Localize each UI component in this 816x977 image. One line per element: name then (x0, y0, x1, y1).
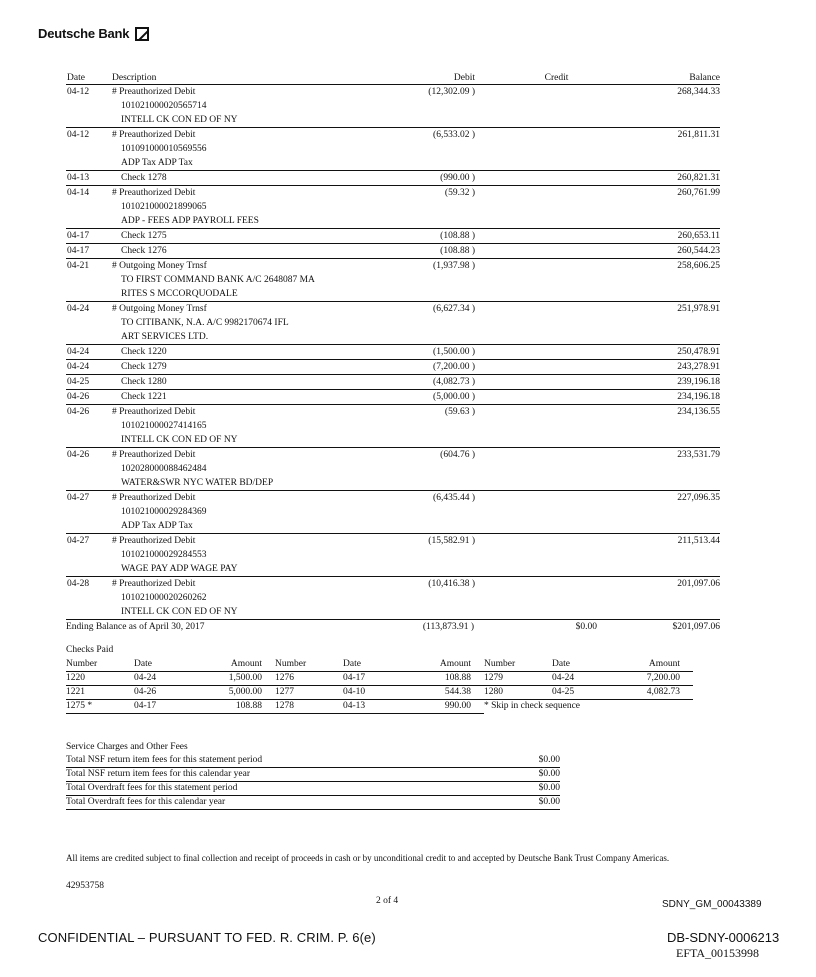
transaction-credit (475, 448, 598, 462)
service-charge-row (66, 796, 560, 810)
description-line: # Outgoing Money Trnsf (112, 304, 207, 314)
description-line: Check 1275 (121, 231, 167, 241)
check-amount: 108.88 (444, 673, 471, 683)
transaction-balance: 211,513.44 (677, 536, 720, 546)
transaction-credit (475, 491, 598, 505)
description-line: TO CITIBANK, N.A. A/C 9982170674 IFL (121, 318, 289, 328)
service-charge-label: Total Overdraft fees for this statement period (66, 783, 238, 793)
ending-balance: $201,097.06 (672, 622, 720, 632)
transaction-description (112, 534, 374, 576)
disclaimer: All items are credited subject to final collection and receipt of proceeds in cash or by unconditional credit to and accepted by Deutsche Bank Trust Company Americas. (66, 853, 670, 863)
transaction-debit: (604.76 ) (440, 450, 475, 460)
description-line: ADP - FEES ADP PAYROLL FEES (121, 216, 259, 226)
description-line: Check 1276 (121, 246, 167, 256)
check-amount: 1,500.00 (228, 673, 262, 683)
transaction-row (66, 186, 720, 229)
description-line: # Outgoing Money Trnsf (112, 261, 207, 271)
transaction-debit: (6,435.44 ) (433, 493, 475, 503)
checks-col-amount: Amount (648, 659, 680, 669)
description-line: WATER&SWR NYC WATER BD/DEP (121, 478, 274, 488)
transaction-credit (475, 345, 598, 359)
checks-header-row (484, 658, 693, 672)
checks-group (275, 658, 484, 714)
description-line: 101021000021899065 (121, 202, 207, 212)
description-line: 101091000010569556 (121, 144, 207, 154)
service-charges-title-text: Service Charges and Other Fees (66, 742, 188, 752)
checks-col-number: Number (275, 659, 307, 669)
transaction-debit: (1,500.00 ) (433, 347, 475, 357)
transaction-debit: (1,937.98 ) (433, 261, 475, 271)
transaction-date: 04-24 (67, 347, 90, 357)
transaction-date: 04-27 (67, 536, 90, 546)
checks-group (484, 658, 693, 714)
service-charge-value: $0.00 (538, 797, 560, 807)
transaction-debit: (5,000.00 ) (433, 392, 475, 402)
col-credit: Credit (544, 73, 569, 83)
description-line: Check 1221 (121, 392, 167, 402)
check-date: 04-13 (343, 701, 366, 711)
transaction-credit (475, 577, 598, 591)
check-amount: 7,200.00 (646, 673, 680, 683)
description-line: Check 1279 (121, 362, 167, 372)
check-row (66, 686, 275, 700)
description-line: # Preauthorized Debit (112, 87, 196, 97)
description-line: # Preauthorized Debit (112, 493, 196, 503)
check-date: 04-10 (343, 687, 366, 697)
transaction-debit: (12,302.09 ) (428, 87, 475, 97)
transaction-debit: (7,200.00 ) (433, 362, 475, 372)
transaction-row (66, 534, 720, 577)
description-line: # Preauthorized Debit (112, 188, 196, 198)
transaction-credit (475, 229, 598, 243)
checks-paid-table (66, 658, 693, 714)
check-row (275, 686, 484, 700)
checks-col-number: Number (484, 659, 516, 669)
check-row (66, 700, 275, 714)
check-number: 1275 * (66, 701, 93, 711)
transaction-row (66, 229, 720, 244)
check-row (484, 686, 693, 700)
transaction-date: 04-24 (67, 362, 90, 372)
checks-header-row (275, 658, 484, 672)
transaction-description (112, 302, 374, 344)
transaction-credit (475, 405, 598, 419)
deutsche-bank-slash-logo-icon (135, 27, 149, 41)
skip-sequence-note: * Skip in check sequence (484, 701, 581, 711)
efta-number: EFTA_00153998 (676, 946, 760, 960)
transaction-description (112, 128, 374, 170)
checks-col-date: Date (134, 659, 152, 669)
check-row (484, 672, 693, 686)
transaction-row (66, 405, 720, 448)
transaction-credit (475, 390, 598, 404)
transaction-date: 04-21 (67, 261, 90, 271)
service-charge-value: $0.00 (538, 769, 560, 779)
checks-group (66, 658, 275, 714)
transaction-date: 04-28 (67, 579, 90, 589)
check-row (275, 700, 484, 714)
check-number: 1280 (484, 687, 503, 697)
transaction-balance: 234,136.55 (677, 407, 720, 417)
transaction-credit (475, 85, 598, 99)
transactions-header (66, 72, 720, 85)
description-line: # Preauthorized Debit (112, 450, 196, 460)
transaction-date: 04-27 (67, 493, 90, 503)
transaction-balance: 250,478.91 (677, 347, 720, 357)
transaction-credit (475, 171, 598, 185)
description-line: ADP Tax ADP Tax (121, 521, 193, 531)
transaction-description (112, 448, 374, 490)
transaction-date: 04-24 (67, 304, 90, 314)
checks-col-date: Date (552, 659, 570, 669)
ending-debit: (113,873.91 ) (422, 622, 474, 632)
service-charge-label: Total NSF return item fees for this calendar year (66, 769, 250, 779)
col-description: Description (112, 73, 157, 83)
transaction-balance: 239,196.18 (677, 377, 720, 387)
transaction-date: 04-17 (67, 231, 90, 241)
transactions-table (66, 72, 720, 635)
service-charge-row (66, 782, 560, 796)
transaction-credit (475, 375, 598, 389)
description-line: INTELL CK CON ED OF NY (121, 435, 238, 445)
transaction-debit: (15,582.91 ) (428, 536, 475, 546)
description-line: INTELL CK CON ED OF NY (121, 115, 238, 125)
service-charge-row (66, 754, 560, 768)
confidential-notice: CONFIDENTIAL – PURSUANT TO FED. R. CRIM. P. 6(e) (38, 930, 376, 945)
check-amount: 5,000.00 (228, 687, 262, 697)
description-line: # Preauthorized Debit (112, 536, 196, 546)
transaction-description (112, 360, 374, 374)
transaction-row (66, 259, 720, 302)
transaction-row (66, 360, 720, 375)
check-number: 1276 (275, 673, 294, 683)
checks-col-amount: Amount (439, 659, 471, 669)
check-date: 04-25 (552, 687, 575, 697)
service-charges-section (66, 741, 560, 810)
transaction-row (66, 345, 720, 360)
description-line: 102028000088462484 (121, 464, 207, 474)
transaction-description (112, 375, 374, 389)
transaction-balance: 227,096.35 (677, 493, 720, 503)
transaction-debit: (6,533.02 ) (433, 130, 475, 140)
description-line: WAGE PAY ADP WAGE PAY (121, 564, 238, 574)
transaction-description (112, 186, 374, 228)
check-date: 04-17 (134, 701, 157, 711)
transaction-row (66, 375, 720, 390)
transaction-balance: 260,653.11 (677, 231, 720, 241)
transaction-row (66, 491, 720, 534)
description-line: Check 1278 (121, 173, 167, 183)
transaction-row (66, 85, 720, 128)
checks-col-amount: Amount (230, 659, 262, 669)
check-date: 04-26 (134, 687, 157, 697)
description-line: INTELL CK CON ED OF NY (121, 607, 238, 617)
transaction-balance: 260,761.99 (677, 188, 720, 198)
description-line: ADP Tax ADP Tax (121, 158, 193, 168)
transaction-credit (475, 534, 598, 548)
checks-header-row (66, 658, 275, 672)
transaction-description (112, 405, 374, 447)
transaction-date: 04-26 (67, 407, 90, 417)
check-date: 04-17 (343, 673, 366, 683)
check-date: 04-24 (552, 673, 575, 683)
col-date: Date (67, 73, 85, 83)
service-charge-value: $0.00 (538, 755, 560, 765)
checks-col-number: Number (66, 659, 98, 669)
transaction-description (112, 171, 374, 185)
transaction-credit (475, 259, 598, 273)
transaction-balance: 258,606.25 (677, 261, 720, 271)
description-line: 101021000027414165 (121, 421, 207, 431)
service-charges-list (66, 754, 560, 810)
transaction-debit: (10,416.38 ) (428, 579, 475, 589)
check-date: 04-24 (134, 673, 157, 683)
service-charge-label: Total NSF return item fees for this statement period (66, 755, 263, 765)
ending-balance-row (66, 620, 720, 635)
transaction-balance: 234,196.18 (677, 392, 720, 402)
transaction-debit: (108.88 ) (440, 231, 475, 241)
transaction-balance: 260,821.31 (677, 173, 720, 183)
check-amount: 4,082.73 (646, 687, 680, 697)
transaction-row (66, 448, 720, 491)
description-line: ART SERVICES LTD. (121, 332, 209, 342)
transaction-debit: (59.63 ) (444, 407, 475, 417)
transaction-debit: (4,082.73 ) (433, 377, 475, 387)
bates-number-sdny: SDNY_GM_00043389 (662, 899, 762, 910)
col-balance: Balance (689, 73, 720, 83)
description-line: # Preauthorized Debit (112, 407, 196, 417)
check-number: 1221 (66, 687, 85, 697)
check-number: 1220 (66, 673, 85, 683)
transaction-balance: 268,344.33 (677, 87, 720, 97)
transaction-balance: 201,097.06 (677, 579, 720, 589)
transaction-row (66, 171, 720, 186)
check-number: 1279 (484, 673, 503, 683)
description-line: TO FIRST COMMAND BANK A/C 2648087 MA (121, 275, 315, 285)
transaction-row (66, 390, 720, 405)
transaction-balance: 260,544.23 (677, 246, 720, 256)
bank-name: Deutsche Bank (38, 26, 130, 41)
transaction-date: 04-13 (67, 173, 90, 183)
transaction-row (66, 128, 720, 171)
description-line: # Preauthorized Debit (112, 130, 196, 140)
transaction-description (112, 229, 374, 243)
transaction-date: 04-25 (67, 377, 90, 387)
check-row (66, 672, 275, 686)
transaction-row (66, 302, 720, 345)
transaction-date: 04-17 (67, 246, 90, 256)
col-debit: Debit (453, 73, 475, 83)
checks-col-date: Date (343, 659, 361, 669)
description-line: Check 1220 (121, 347, 167, 357)
checks-paid-title: Checks Paid (66, 645, 114, 655)
transaction-credit (475, 302, 598, 316)
check-amount: 108.88 (235, 701, 262, 711)
transaction-balance: 243,278.91 (677, 362, 720, 372)
service-charge-value: $0.00 (538, 783, 560, 793)
transaction-debit: (59.32 ) (444, 188, 475, 198)
transaction-credit (475, 244, 598, 258)
transaction-description (112, 491, 374, 533)
transaction-description (112, 577, 374, 619)
transaction-date: 04-12 (67, 87, 90, 97)
check-amount: 544.38 (444, 687, 471, 697)
transaction-debit: (990.00 ) (440, 173, 475, 183)
check-number: 1278 (275, 701, 294, 711)
ending-balance-label: Ending Balance as of April 30, 2017 (66, 622, 205, 632)
transaction-date: 04-26 (67, 450, 90, 460)
transaction-row (66, 577, 720, 620)
transaction-description (112, 244, 374, 258)
transaction-date: 04-14 (67, 188, 90, 198)
description-line: Check 1280 (121, 377, 167, 387)
service-charge-row (66, 768, 560, 782)
description-line: # Preauthorized Debit (112, 579, 196, 589)
transaction-description (112, 390, 374, 404)
check-amount: 990.00 (444, 701, 471, 711)
account-number: 42953758 (66, 881, 104, 891)
transaction-description (112, 259, 374, 301)
description-line: 101021000029284553 (121, 550, 207, 560)
transaction-description (112, 85, 374, 127)
transaction-debit: (108.88 ) (440, 246, 475, 256)
check-number: 1277 (275, 687, 294, 697)
transaction-credit (475, 186, 598, 200)
service-charge-label: Total Overdraft fees for this calendar year (66, 797, 226, 807)
transaction-row (66, 244, 720, 259)
description-line: RITES S MCCORQUODALE (121, 289, 238, 299)
transaction-balance: 261,811.31 (677, 130, 720, 140)
transaction-credit (475, 128, 598, 142)
transactions-body (66, 85, 720, 620)
bates-number-db: DB-SDNY-0006213 (667, 930, 780, 945)
transaction-balance: 233,531.79 (677, 450, 720, 460)
service-charges-title (66, 741, 560, 754)
check-row (275, 672, 484, 686)
description-line: 101021000029284369 (121, 507, 207, 517)
transaction-date: 04-26 (67, 392, 90, 402)
description-line: 101021000020565714 (121, 101, 207, 111)
transaction-balance: 251,978.91 (677, 304, 720, 314)
bank-logo (38, 26, 149, 41)
transaction-description (112, 345, 374, 359)
page-number: 2 of 4 (376, 896, 399, 906)
description-line: 101021000020260262 (121, 593, 207, 603)
transaction-date: 04-12 (67, 130, 90, 140)
transaction-credit (475, 360, 598, 374)
ending-credit: $0.00 (575, 622, 597, 632)
transaction-debit: (6,627.34 ) (433, 304, 475, 314)
